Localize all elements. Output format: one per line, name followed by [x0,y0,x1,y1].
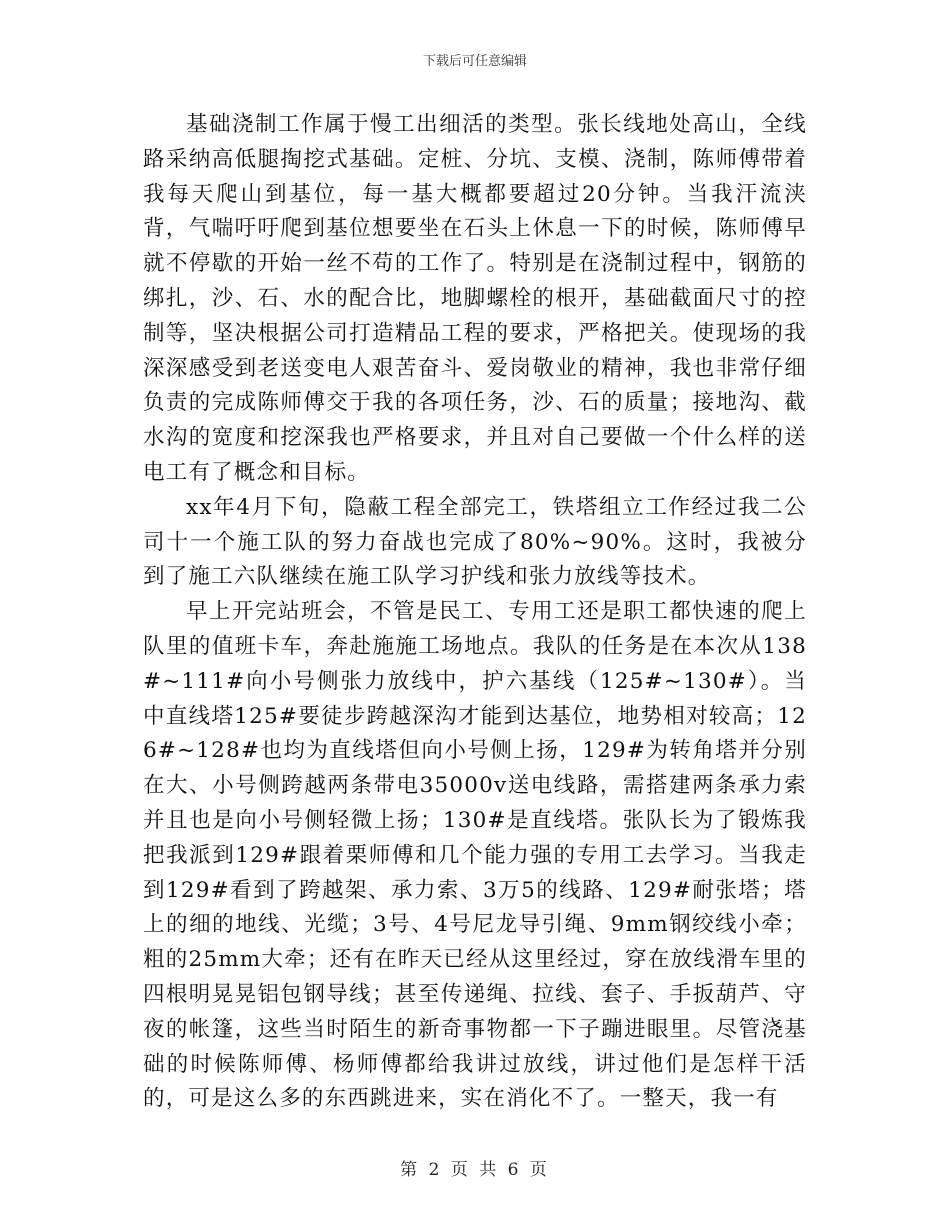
document-body [143,108,807,1117]
paragraph-2: xx年4月下旬，隐蔽工程全部完工，铁塔组立工作经过我二公司十一个施工队的努力奋战也完成了80%~90%。这时，我被分到了施工六队继续在施工队学习护线和张力放线等技术。 [143,494,807,590]
paragraph-3: 早上开完站班会，不管是民工、专用工还是职工都快速的爬上队里的值班卡车，奔赴施施工场地点。我队的任务是在本次从138#~111#向小号侧张力放线中，护六基线（125#~130#）。当中直线塔125#要徒步跨越深沟才能到达基位，地势相对较高；126#~128#也均为直线塔但向小号侧上扬，129#为转角塔并分别在大、小号侧跨越两条带电35000v送电线路，需搭建两条承力索并且也是向小号侧轻微上扬；130#是直线塔。张队长为了锻炼我把我派到129#跟着栗师傅和几个能力强的专用工去学习。当我走到129#看到了跨越架、承力索、3万5的线路、129#耐张塔；塔上的细的地线、光缆；3号、4号尼龙导引绳、9mm钢绞线小牵；粗的25mm大牵；还有在昨天已经从这里经过，穿在放线滑车里的四根明晃晃铝包钢导线；甚至传递绳、拉线、套子、手扳葫芦、守夜的帐篷，这些当时陌生的新奇事物都一下子蹦进眼里。尽管浇基础的时候陈师傅、杨师傅都给我讲过放线，讲过他们是怎样干活的，可是这么多的东西跳进来，实在消化不了。一整天，我一有 [143,599,807,1112]
paragraph-1: 基础浇制工作属于慢工出细活的类型。张长线地处高山，全线路采纳高低腿掏挖式基础。定桩、分坑、支模、浇制，陈师傅带着我每天爬山到基位，每一基大概都要超过20分钟。当我汗流浃背，气喘吁吁爬到基位想要坐在石头上休息一下的时候，陈师傅早就不停歇的开始一丝不苟的工作了。特别是在浇制过程中，钢筋的绑扎，沙、石、水的配合比，地脚螺栓的根开，基础截面尺寸的控制等，坚决根据公司打造精品工程的要求，严格把关。使现场的我深深感受到老送变电人艰苦奋斗、爱岗敬业的精神，我也非常仔细负责的完成陈师傅交于我的各项任务，沙、石的质量；接地沟、截水沟的宽度和挖深我也严格要求，并且对自己要做一个什么样的送电工有了概念和目标。 [143,112,807,485]
page-header: 下载后可任意编辑 [422,54,527,69]
page-number-footer: 第 2 页 共 6 页 [400,1160,550,1180]
